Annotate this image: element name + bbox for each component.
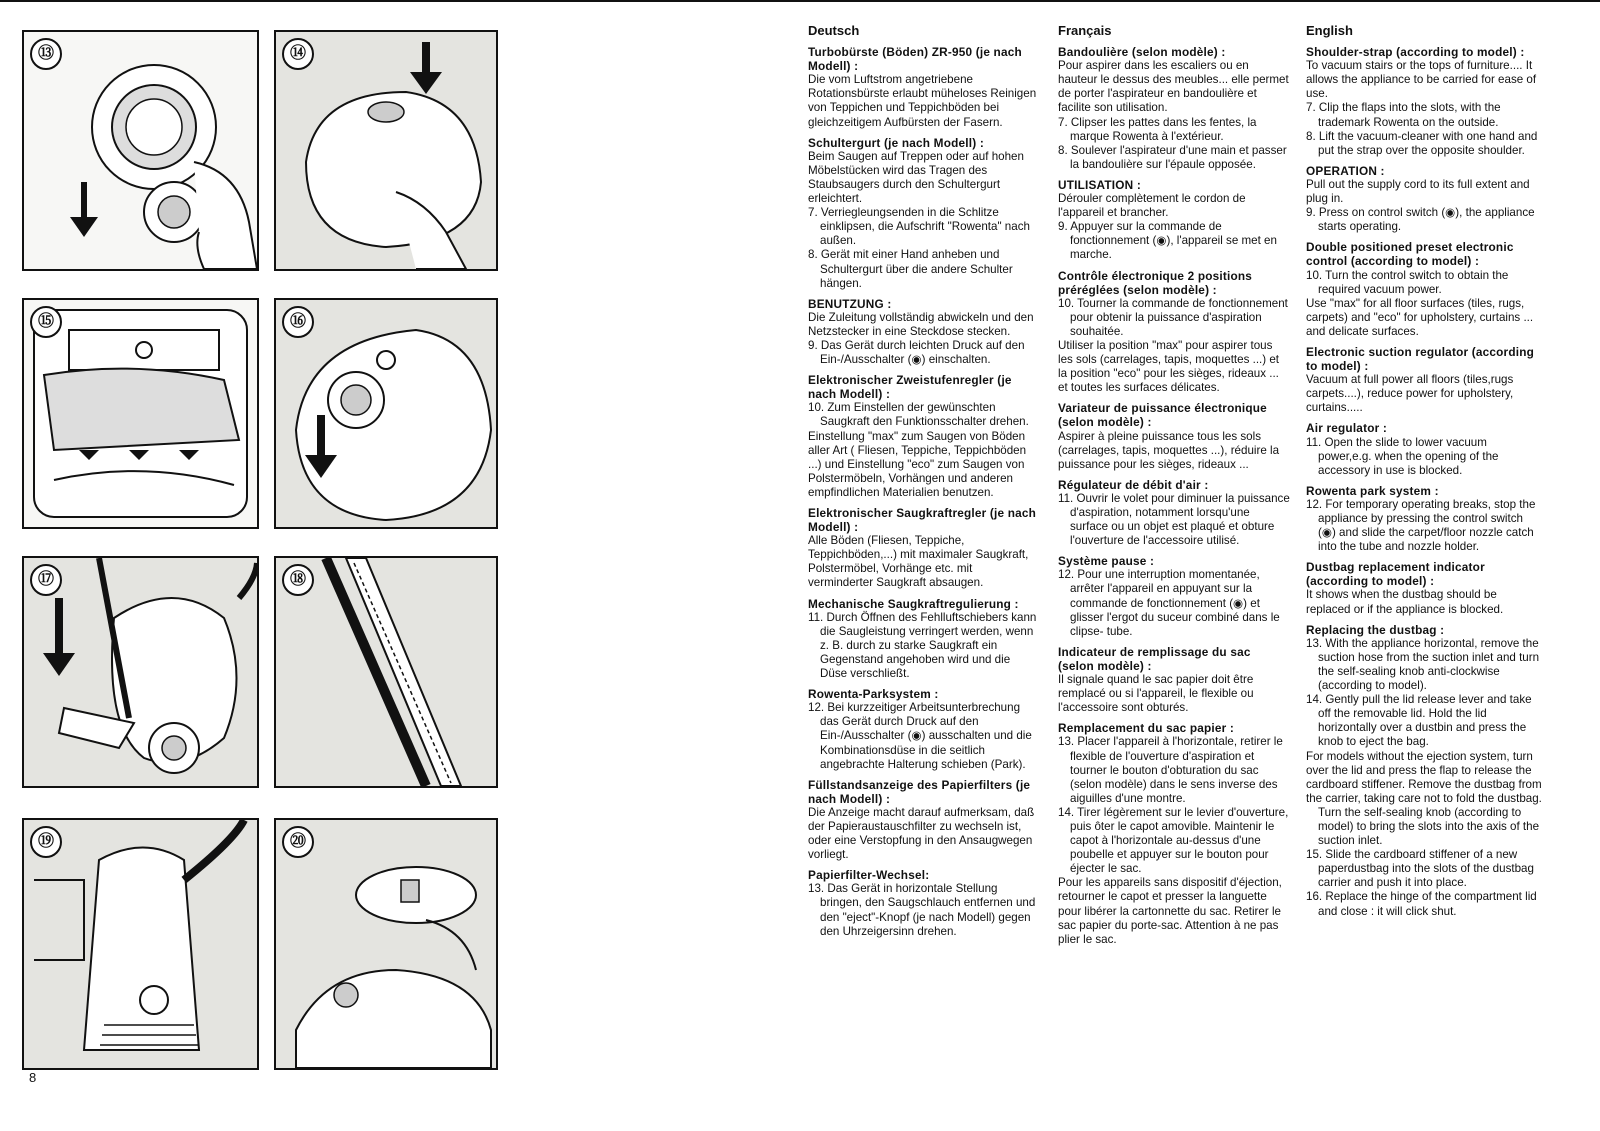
numbered-step: 9. Press on control switch (◉), the appliance starts operating. [1306, 206, 1535, 234]
numbered-step: 9. Appuyer sur la commande de fonctionnement (◉), l'appareil se met en marche. [1058, 220, 1277, 262]
section-heading: Papierfilter-Wechsel: [808, 868, 930, 883]
panel-number: ⑯ [282, 306, 314, 338]
numbered-step: 7. Clip the flaps into the slots, with the trademark Rowenta on the outside. [1306, 101, 1501, 129]
illustration-panel-19 [22, 818, 259, 1070]
illustration-panel-20 [274, 818, 498, 1070]
numbered-step: 15. Slide the cardboard stiffener of a new paperdustbag into the slots of the dustbag carrier and push it into place. [1306, 848, 1534, 890]
numbered-step: 14. Gently pull the lid release lever and take off the removable lid. Hold the lid horizontally over a dustbin and press the knob to eject the bag. [1306, 693, 1532, 749]
panel-number: ⑮ [30, 306, 62, 338]
section-heading: Elektronischer Saugkraftregler (je nach Modell) : [808, 506, 1037, 535]
paragraph: Dérouler complètement le cordon de l'appareil et brancher. [1058, 192, 1246, 220]
paragraph: It shows when the dustbag should be replaced or if the appliance is blocked. [1306, 588, 1504, 616]
section-heading: Rowenta-Parksystem : [808, 687, 939, 702]
paragraph: Die Anzeige macht darauf aufmerksam, daß der Papieraustauschfilter zu wechseln ist, oder eine Verstopfung in den Ansaugwegen vorliegt. [808, 805, 1035, 862]
illustration-panel-18 [274, 556, 498, 788]
paragraph: Die vom Luftstrom angetriebene Rotationsbürste erlaubt müheloses Reinigen von Teppichen und Teppichböden bei gleichzeitigem Aufbürsten der Fasern. [808, 73, 1037, 129]
page-number: 8 [29, 1070, 37, 1085]
panel-number: ⑳ [282, 826, 314, 858]
panel-number: ⑰ [30, 564, 62, 596]
section-heading: Indicateur de remplissage du sac (selon modèle) : [1058, 644, 1251, 673]
column-deutsch [808, 24, 1038, 939]
top-border [0, 0, 1600, 2]
section-heading: Variateur de puissance électronique (selon modèle) : [1058, 401, 1267, 430]
paragraph: Pour les appareils sans dispositif d'éjection, retourner le capot et presser la languette pour libérer la cartonnette du sac. Retirer le sac papier du porte-sac. Attention à ne pas plier le sac. [1058, 876, 1282, 946]
numbered-step: 11. Durch Öffnen des Fehlluftschiebers kann die Saugleistung verringert werden, wenn z. B. durch zu starke Saugkraft ein Gegenstand angehoben wird und die Düse verschließt. [808, 610, 1037, 681]
paragraph: Use "max" for all floor surfaces (tiles, rugs, carpets) and "eco" for upholstery, curtains ... and delicate surfaces. [1306, 296, 1534, 338]
section-heading: Remplacement du sac papier : [1058, 721, 1235, 736]
section-heading: BENUTZUNG : [808, 296, 892, 311]
section-heading: Contrôle électronique 2 positions préréglées (selon modèle) : [1058, 268, 1253, 297]
numbered-step: 12. Bei kurzzeitiger Arbeitsunterbrechung das Gerät durch Druck auf den Ein-/Ausschalter (◉) ausschalten und die Kombinationsdüse in die seitlich angebrachte Halterung schieben (Park). [808, 701, 1032, 771]
lid-closing-illustration [276, 300, 496, 527]
illustration-panel-17 [22, 556, 259, 788]
section-heading: OPERATION : [1306, 163, 1385, 178]
paragraph: Einstellung "max" zum Saugen von Böden aller Art ( Fliesen, Teppiche, Teppichböden ...) und Einstellung "eco" zum Saugen von Polstermöbeln, Vorhängen und anderen empfindlichen Materialien benutzen. [808, 429, 1027, 499]
column-francais [1058, 24, 1290, 947]
lid-removal-illustration [276, 32, 496, 269]
illustration-panel-16 [274, 298, 498, 529]
section-heading: Double positioned preset electronic control (according to model) : [1306, 240, 1514, 269]
section-heading: Mechanische Saugkraftregulierung : [808, 596, 1019, 611]
illustration-panel-13 [22, 30, 259, 271]
paragraph: Alle Böden (Fliesen, Teppiche, Teppichböden,...) mit maximaler Saugkraft, Polstermöbel, Vorhänge etc. mit verminderter Saugkraft absaugen. [808, 534, 1029, 590]
panel-number: ⑲ [30, 826, 62, 858]
paragraph: Beim Saugen auf Treppen oder auf hohen Möbelstücken wird das Tragen des Staubsaugers durch den Schultergurt erleichtert. [808, 149, 1024, 206]
numbered-step: 14. Tirer légèrement sur le levier d'ouverture, puis ôter le capot amovible. Maintenir le capot à l'horizontale au-dessus d'une poubelle et appuyer sur le bouton pour éjecter le sac. [1058, 805, 1289, 876]
section-heading: Système pause : [1058, 554, 1155, 569]
upright-storage-illustration [24, 820, 257, 1068]
numbered-step: 7. Clipser les pattes dans les fentes, la marque Rowenta à l'extérieur. [1058, 115, 1257, 143]
illustration-panel-15 [22, 298, 259, 529]
numbered-step: 13. Placer l'appareil à l'horizontale, retirer le flexible de l'ouverture d'aspiration et tourner le bouton d'obturation du sac (selon modèle) dans le sens inverse des aiguilles d'une montre. [1058, 735, 1283, 805]
panel-number: ⑭ [282, 38, 314, 70]
language-heading: Deutsch [808, 23, 860, 38]
panel-number: ⑱ [282, 564, 314, 596]
numbered-step: 12. Pour une interruption momentanée, arrêter l'appareil en appuyant sur la commande de fonctionnement (◉) et glisser l'ergot du suceur combiné dans le clipse- tube. [1058, 568, 1280, 638]
nozzle-holder-illustration [276, 558, 496, 786]
section-heading: Rowenta park system : [1306, 483, 1439, 498]
section-heading: Schultergurt (je nach Modell) : [808, 135, 984, 150]
dustbag-carrier-illustration [276, 820, 496, 1068]
section-heading: UTILISATION : [1058, 177, 1141, 192]
panel-number: ⑬ [30, 38, 62, 70]
numbered-step: 11. Open the slide to lower vacuum power,e.g. when the opening of the accessory in use is blocked. [1306, 435, 1499, 477]
section-heading: Air regulator : [1306, 421, 1387, 436]
section-heading: Bandoulière (selon modèle) : [1058, 45, 1226, 60]
numbered-step: 8. Gerät mit einer Hand anheben und Schultergurt über die andere Schulter hängen. [808, 248, 1013, 290]
numbered-step: 7. Verriegleungsenden in die Schlitze einklipsen, die Aufschrift "Rowenta" nach außen. [808, 206, 1030, 248]
numbered-step: 8. Soulever l'aspirateur d'une main et passer la bandoulière sur l'épaule opposée. [1058, 143, 1287, 171]
numbered-step: 10. Zum Einstellen der gewünschten Saugkraft den Funktionsschalter drehen. [808, 401, 1029, 429]
illustration-panel-14 [274, 30, 498, 271]
section-heading: Replacing the dustbag : [1306, 622, 1445, 637]
numbered-step: 10. Tourner la commande de fonctionnement pour obtenir la puissance d'aspiration souhaitée. [1058, 296, 1288, 338]
paragraph: Aspirer à pleine puissance tous les sols (carrelages, tapis, moquettes ...), réduire la puissance pour les sièges, rideaux ... [1058, 429, 1280, 471]
section-heading: Elektronischer Zweistufenregler (je nach Modell) : [808, 373, 1012, 402]
paragraph: Pour aspirer dans les escaliers ou en hauteur le dessus des meubles... elle permet de porter l'aspirateur en bandoulière et facilite son utilisation. [1058, 59, 1289, 115]
paragraph: Pull out the supply cord to its full extent and plug in. [1306, 177, 1530, 206]
numbered-step: 10. Turn the control switch to obtain the required vacuum power. [1306, 268, 1509, 296]
numbered-step: 8. Lift the vacuum-cleaner with one hand and put the strap over the opposite shoulder. [1306, 129, 1538, 157]
numbered-step: 13. Das Gerät in horizontale Stellung bringen, den Saugschlauch entfernen und den "eject"-Knopf (je nach Modell) gegen den Uhrzeigersinn drehen. [808, 882, 1036, 938]
section-heading: Electronic suction regulator (according to model) : [1306, 344, 1535, 374]
numbered-step: 12. For temporary operating breaks, stop the appliance by pressing the control switch (◉) and slide the carpet/floor nozzle catch into the tube and nozzle holder. [1306, 497, 1536, 554]
paragraph: Il signale quand le sac papier doit être remplacé ou si l'appareil, le flexible ou l'accessoire sont obturés. [1058, 673, 1254, 715]
paragraph: Utiliser la position "max" pour aspirer tous les sols (carrelages, tapis, moquettes ...) et la position "eco" pour les sièges, rideaux ... et toutes les surfaces délicates. [1058, 338, 1280, 395]
indented-paragraph: Turn the self-sealing knob (according to model) to bring the slots into the axis of the suction inlet. [1318, 805, 1540, 848]
section-heading: Füllstandsanzeige des Papierfilters (je nach Modell) : [808, 777, 1031, 806]
paragraph: Vacuum at full power all floors (tiles,rugs carpets....), reduce power for upholstery, curtains..... [1306, 373, 1514, 415]
paragraph: Die Zuleitung vollständig abwickeln und den Netzstecker in eine Steckdose stecken. [808, 310, 1034, 338]
dustbag-insertion-illustration [24, 300, 257, 527]
section-heading: Turbobürste (Böden) ZR-950 (je nach Modell) : [808, 45, 1022, 74]
parking-nozzle-illustration [24, 558, 257, 786]
section-heading: Régulateur de débit d'air : [1058, 477, 1209, 492]
numbered-step: 16. Replace the hinge of the compartment lid and close : it will click shut. [1306, 890, 1537, 918]
dustbag-knob-illustration [24, 32, 257, 269]
paragraph: For models without the ejection system, turn over the lid and press the flap to release the cardboard stiffener. Remove the dustbag from the carrier, taking care not to fold the dustbag. [1306, 749, 1542, 805]
numbered-step: 9. Das Gerät durch leichten Druck auf den Ein-/Ausschalter (◉) einschalten. [808, 338, 1025, 367]
numbered-step: 13. With the appliance horizontal, remove the suction hose from the suction inlet and turn the self-sealing knob anti-clockwise (according to model). [1306, 636, 1540, 693]
section-heading: Dustbag replacement indicator (according to model) : [1306, 560, 1485, 589]
language-heading: Français [1058, 23, 1112, 38]
language-heading: English [1306, 23, 1353, 38]
numbered-step: 11. Ouvrir le volet pour diminuer la puissance d'aspiration, notamment lorsqu'une surface ou un objet est plaqué et obture l'ouverture de l'accessoire utilisé. [1058, 491, 1290, 548]
paragraph: To vacuum stairs or the tops of furniture.... It allows the appliance to be carried for ease of use. [1306, 59, 1537, 101]
column-english [1306, 24, 1542, 919]
section-heading: Shoulder-strap (according to model) : [1306, 45, 1525, 60]
